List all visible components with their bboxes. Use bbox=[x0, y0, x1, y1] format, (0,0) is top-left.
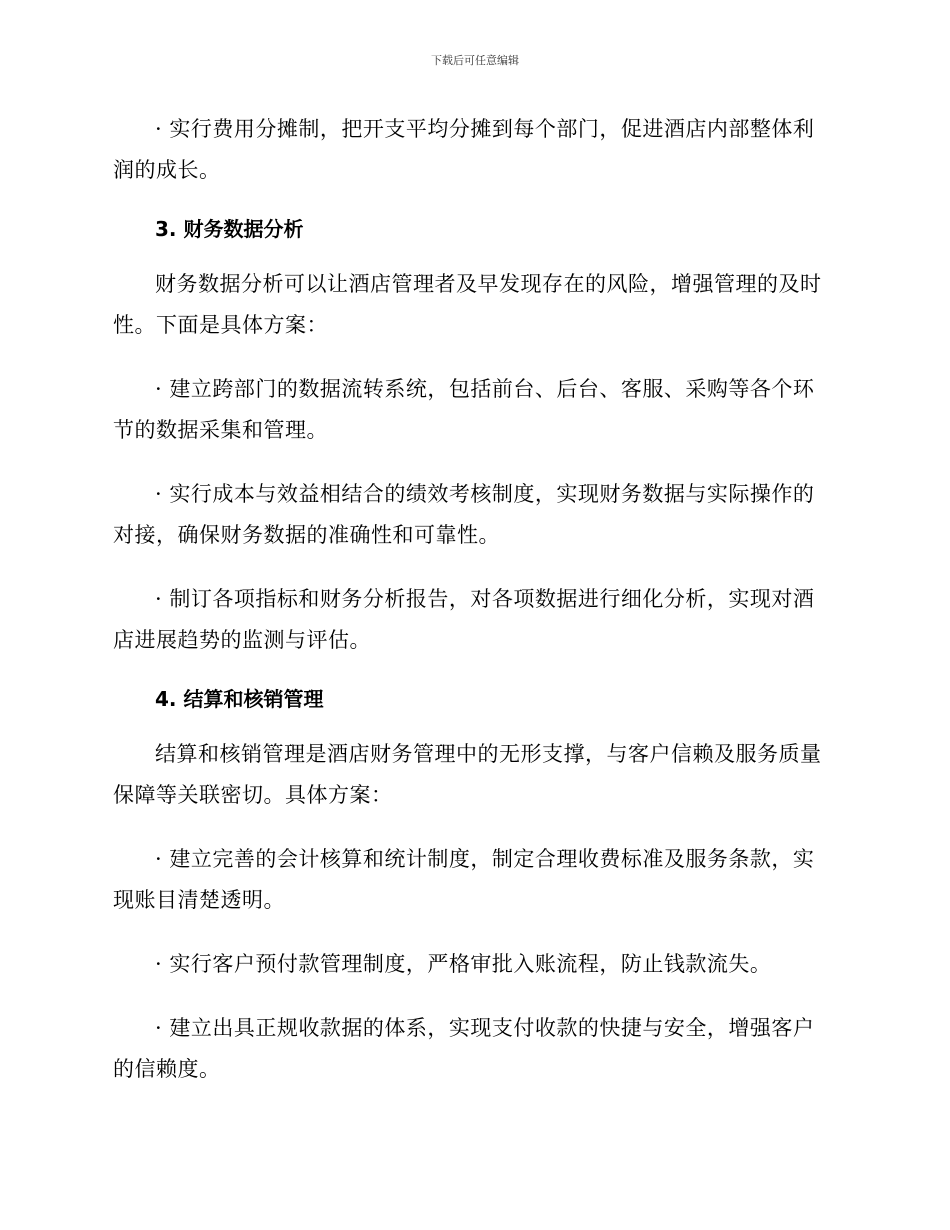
bullet-paragraph: · 实行费用分摊制，把开支平均分摊到每个部门，促进酒店内部整体利润的成长。 bbox=[113, 117, 815, 182]
bullet-paragraph: · 建立完善的会计核算和统计制度，制定合理收费标准及服务条款，实现账目清楚透明。 bbox=[113, 847, 815, 912]
bullet-paragraph: · 实行成本与效益相结合的绩效考核制度，实现财务数据与实际操作的对接，确保财务数据的准确性和可靠性。 bbox=[113, 482, 815, 547]
bullet-paragraph: · 建立出具正规收款据的体系，实现支付收款的快捷与安全，增强客户的信赖度。 bbox=[113, 1016, 815, 1081]
bullet-paragraph: · 实行客户预付款管理制度，严格审批入账流程，防止钱款流失。 bbox=[155, 952, 772, 976]
body-paragraph: 结算和核销管理是酒店财务管理中的无形支撑，与客户信赖及服务质量保障等关联密切。具体方案： bbox=[113, 742, 822, 807]
bullet-paragraph: · 制订各项指标和财务分析报告，对各项数据进行细化分析，实现对酒店进展趋势的监测与评估。 bbox=[113, 587, 815, 652]
section-heading: 3. 财务数据分析 bbox=[155, 217, 304, 241]
document-body bbox=[113, 109, 835, 1113]
bullet-paragraph: · 建立跨部门的数据流转系统，包括前台、后台、客服、采购等各个环节的数据采集和管理。 bbox=[113, 377, 815, 442]
section-heading: 4. 结算和核销管理 bbox=[155, 687, 324, 711]
body-paragraph: 财务数据分析可以让酒店管理者及早发现存在的风险，增强管理的及时性。下面是具体方案： bbox=[113, 272, 822, 337]
page-header: 下载后可任意编辑 bbox=[431, 54, 519, 67]
